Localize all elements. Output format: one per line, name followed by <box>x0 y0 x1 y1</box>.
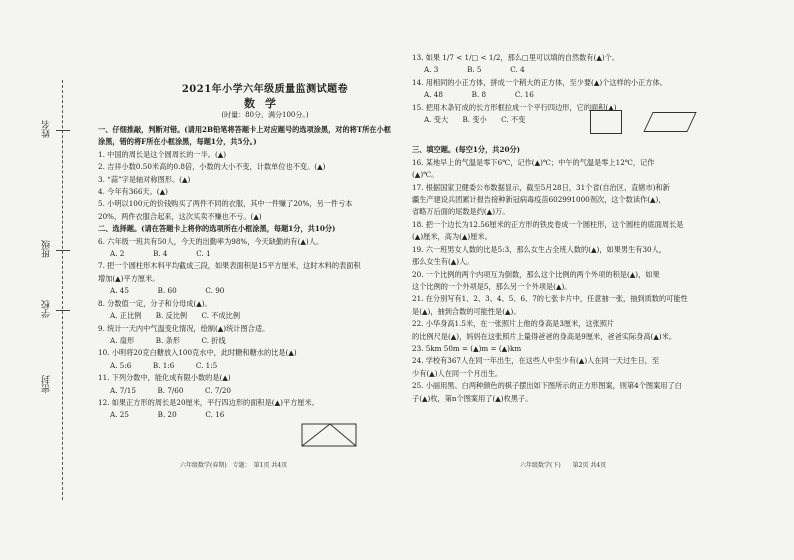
blank-line <box>56 130 70 131</box>
question-17-cont: 疆生产建设兵团累计报告接种新冠病毒疫苗602991000剂次，这个数读作(▲)， <box>412 195 666 205</box>
question-14-options: A. 48 B. 8 C. 16 <box>424 90 534 100</box>
question-6: 6. 六年级一班共有50人，今天的出勤率为98%，今天缺勤的有(▲)人。 <box>98 236 324 246</box>
parallelogram-figure <box>643 112 696 132</box>
section-fill: 三、填空题。(每空1分，共20分) <box>412 145 521 155</box>
question-6-options: A. 2 B. 4 C. 1 <box>110 249 211 259</box>
question-7-cont: 增加(▲)平方厘米。 <box>98 273 160 283</box>
section-choice: 二、选择题。(请在答题卡上将你的选项所在小框涂黑，每题1分，共10分) <box>98 224 336 234</box>
rectangle-figure <box>590 110 622 134</box>
exam-subject: 数学 <box>244 97 286 110</box>
question-9-options: A. 扇形 B. 条形 C. 折线 <box>110 335 226 345</box>
question-2: 2. 吉祥小数0.50米高的0.8倍，小数的大小不变，计数单位也不变。(▲) <box>98 162 326 172</box>
question-7: 7. 把一个圆柱形木料平均截成三段，如果表面积是15平方厘米，这时木料的表面积 <box>98 261 361 271</box>
question-20-cont: 这个比例的一个外项是5，那么另一个外项是(▲)。 <box>412 281 572 291</box>
question-16-cont: (▲)℃。 <box>412 170 439 180</box>
question-5-cont: 20%，两件衣服合起来，这次买卖不赚也不亏。(▲) <box>98 211 262 221</box>
question-5: 5. 小明以100元的价钱购买了两件不同的衣服，其中一件赚了20%，另一件亏本 <box>98 199 353 209</box>
question-19-cont: 那么女生有(▲)人。 <box>412 257 474 267</box>
question-16: 16. 某地早上的气温是零下6℃，记作(▲)℃；中午的气温是零上12℃，记作 <box>412 157 655 167</box>
question-20: 20. 一个比例的两个内项互为倒数，那么这个比例的两个外项的积是(▲)，如果 <box>412 269 660 279</box>
seal-line <box>62 80 63 500</box>
footer-right: 六年级数学(下) 第2页 共4页 <box>520 462 607 469</box>
question-24-cont: 少有(▲)人在同一个月出生。 <box>412 368 503 378</box>
question-3: 3. “蒜”字是轴对称图形。(▲) <box>98 174 191 184</box>
question-25: 25. 小丽用黑、白两种颜色的棋子摆出如下图所示的正方形图案，则第4个图案用了白 <box>412 381 682 391</box>
question-17: 17. 根据国家卫健委公布数据显示，截至5月28日，31个省(自治区、直辖市)和新 <box>412 182 670 192</box>
question-15-options: A. 变大 B. 变小 C. 不变 <box>424 115 526 125</box>
blank-line <box>56 250 70 251</box>
school-label: 学校 <box>42 300 52 318</box>
seal-label: 密封 <box>42 375 52 393</box>
question-25-cont: 子(▲)枚，第n个图案用了(▲)枚黑子。 <box>412 393 533 403</box>
question-7-options: A. 45 B. 60 C. 90 <box>110 286 225 296</box>
question-19: 19. 六一班男女人数的比是5:3，那么女生占全班人数的(▲)，如果男生有30人， <box>412 244 667 254</box>
question-12-options: A. 25 B. 20 C. 16 <box>110 410 225 420</box>
class-label: 班级 <box>42 240 52 258</box>
question-10-options: A. 5:6 B. 1:6 C. 1:5 <box>110 360 218 370</box>
square-triangle-figure <box>300 422 360 448</box>
question-1: 1. 中国的周长是这个圆周长的一半。(▲) <box>98 149 227 159</box>
right-column <box>412 52 772 405</box>
footer-left: 六年级数学(春期) 专题： 第1页 共4页 <box>180 462 288 469</box>
name-label: 姓名 <box>42 120 52 138</box>
left-column <box>98 124 398 422</box>
blank-line <box>56 310 70 311</box>
question-23: 23. 5km 50m = (▲)m = (▲)km <box>412 343 522 353</box>
question-22: 22. 小华身高1.5米，在一张照片上他的身高是3厘米，这张照片 <box>412 319 615 329</box>
question-22-cont: 的比例尺是(▲)，妈妈在这张照片上量得爸爸的身高是9厘米，爸爸实际身高(▲)米。 <box>412 331 677 341</box>
question-18-cont: (▲)厘米，高为(▲)厘米。 <box>412 232 492 242</box>
question-24: 24. 学校有367人在同一年出生，在这些人中至少有(▲)人在同一天过生日，至 <box>412 356 660 366</box>
question-21-cont: 是(▲)，抽到合数的可能性是(▲)。 <box>412 306 521 316</box>
question-9: 9. 统计一天内中气温变化情况，绘制(▲)统计图合适。 <box>98 323 270 333</box>
question-4: 4. 今年有366天。(▲) <box>98 187 168 197</box>
question-15: 15. 把用木条钉成的长方形框拉成一个平行四边形，它的面积(▲) <box>412 102 617 112</box>
question-12: 12. 如果正方形的周长是20厘米，平行四边形的面积是(▲)平方厘米。 <box>98 397 319 407</box>
question-8: 8. 分数值一定，分子和分母成(▲)。 <box>98 298 212 308</box>
question-11: 11. 下列分数中，能化成有限小数的是(▲) <box>98 373 231 383</box>
binding-margin <box>22 80 92 500</box>
question-13: 13. 如果 1/7 < 1/□ < 1/2，那么□里可以填的自然数有(▲)个。 <box>412 53 620 62</box>
question-8-options: A. 正比例 B. 反比例 C. 不成比例 <box>110 311 241 321</box>
question-21: 21. 在分别写有1、2、3、4、5、6、7的七张卡片中，任意抽一张，抽到质数的可能性 <box>412 294 688 304</box>
question-11-options: A. 7/15 B. 7/60 C. 7/20 <box>110 385 231 395</box>
question-10: 10. 小明将20克白糖放入100克水中，此时糖和糖水的比是(▲) <box>98 348 297 358</box>
question-13-options: A. 3 B. 5 C. 4 <box>424 65 525 75</box>
question-17-cont2: 省略万后面的尾数是约(▲)万。 <box>412 207 510 217</box>
question-14: 14. 用相同的小正方体，拼成一个稍大的正方体，至少要(▲)个这样的小正方体。 <box>412 77 667 87</box>
exam-meta: (时量：80分，满分100分。) <box>221 111 309 119</box>
section-judge: 一、仔细推敲，判断对错。(请用2B铅笔将答题卡上对应题号的选项涂黑，对的将T所在小框涂黑，错的将F所在小框涂黑，每题1分，共5分。) <box>98 125 391 147</box>
question-18: 18. 把一个边长为12.56厘米的正方形的铁皮卷成一个圆柱形，这个圆柱的底面周长是 <box>412 219 684 229</box>
exam-title: 2021年小学六年级质量监测试题卷 <box>181 84 349 95</box>
